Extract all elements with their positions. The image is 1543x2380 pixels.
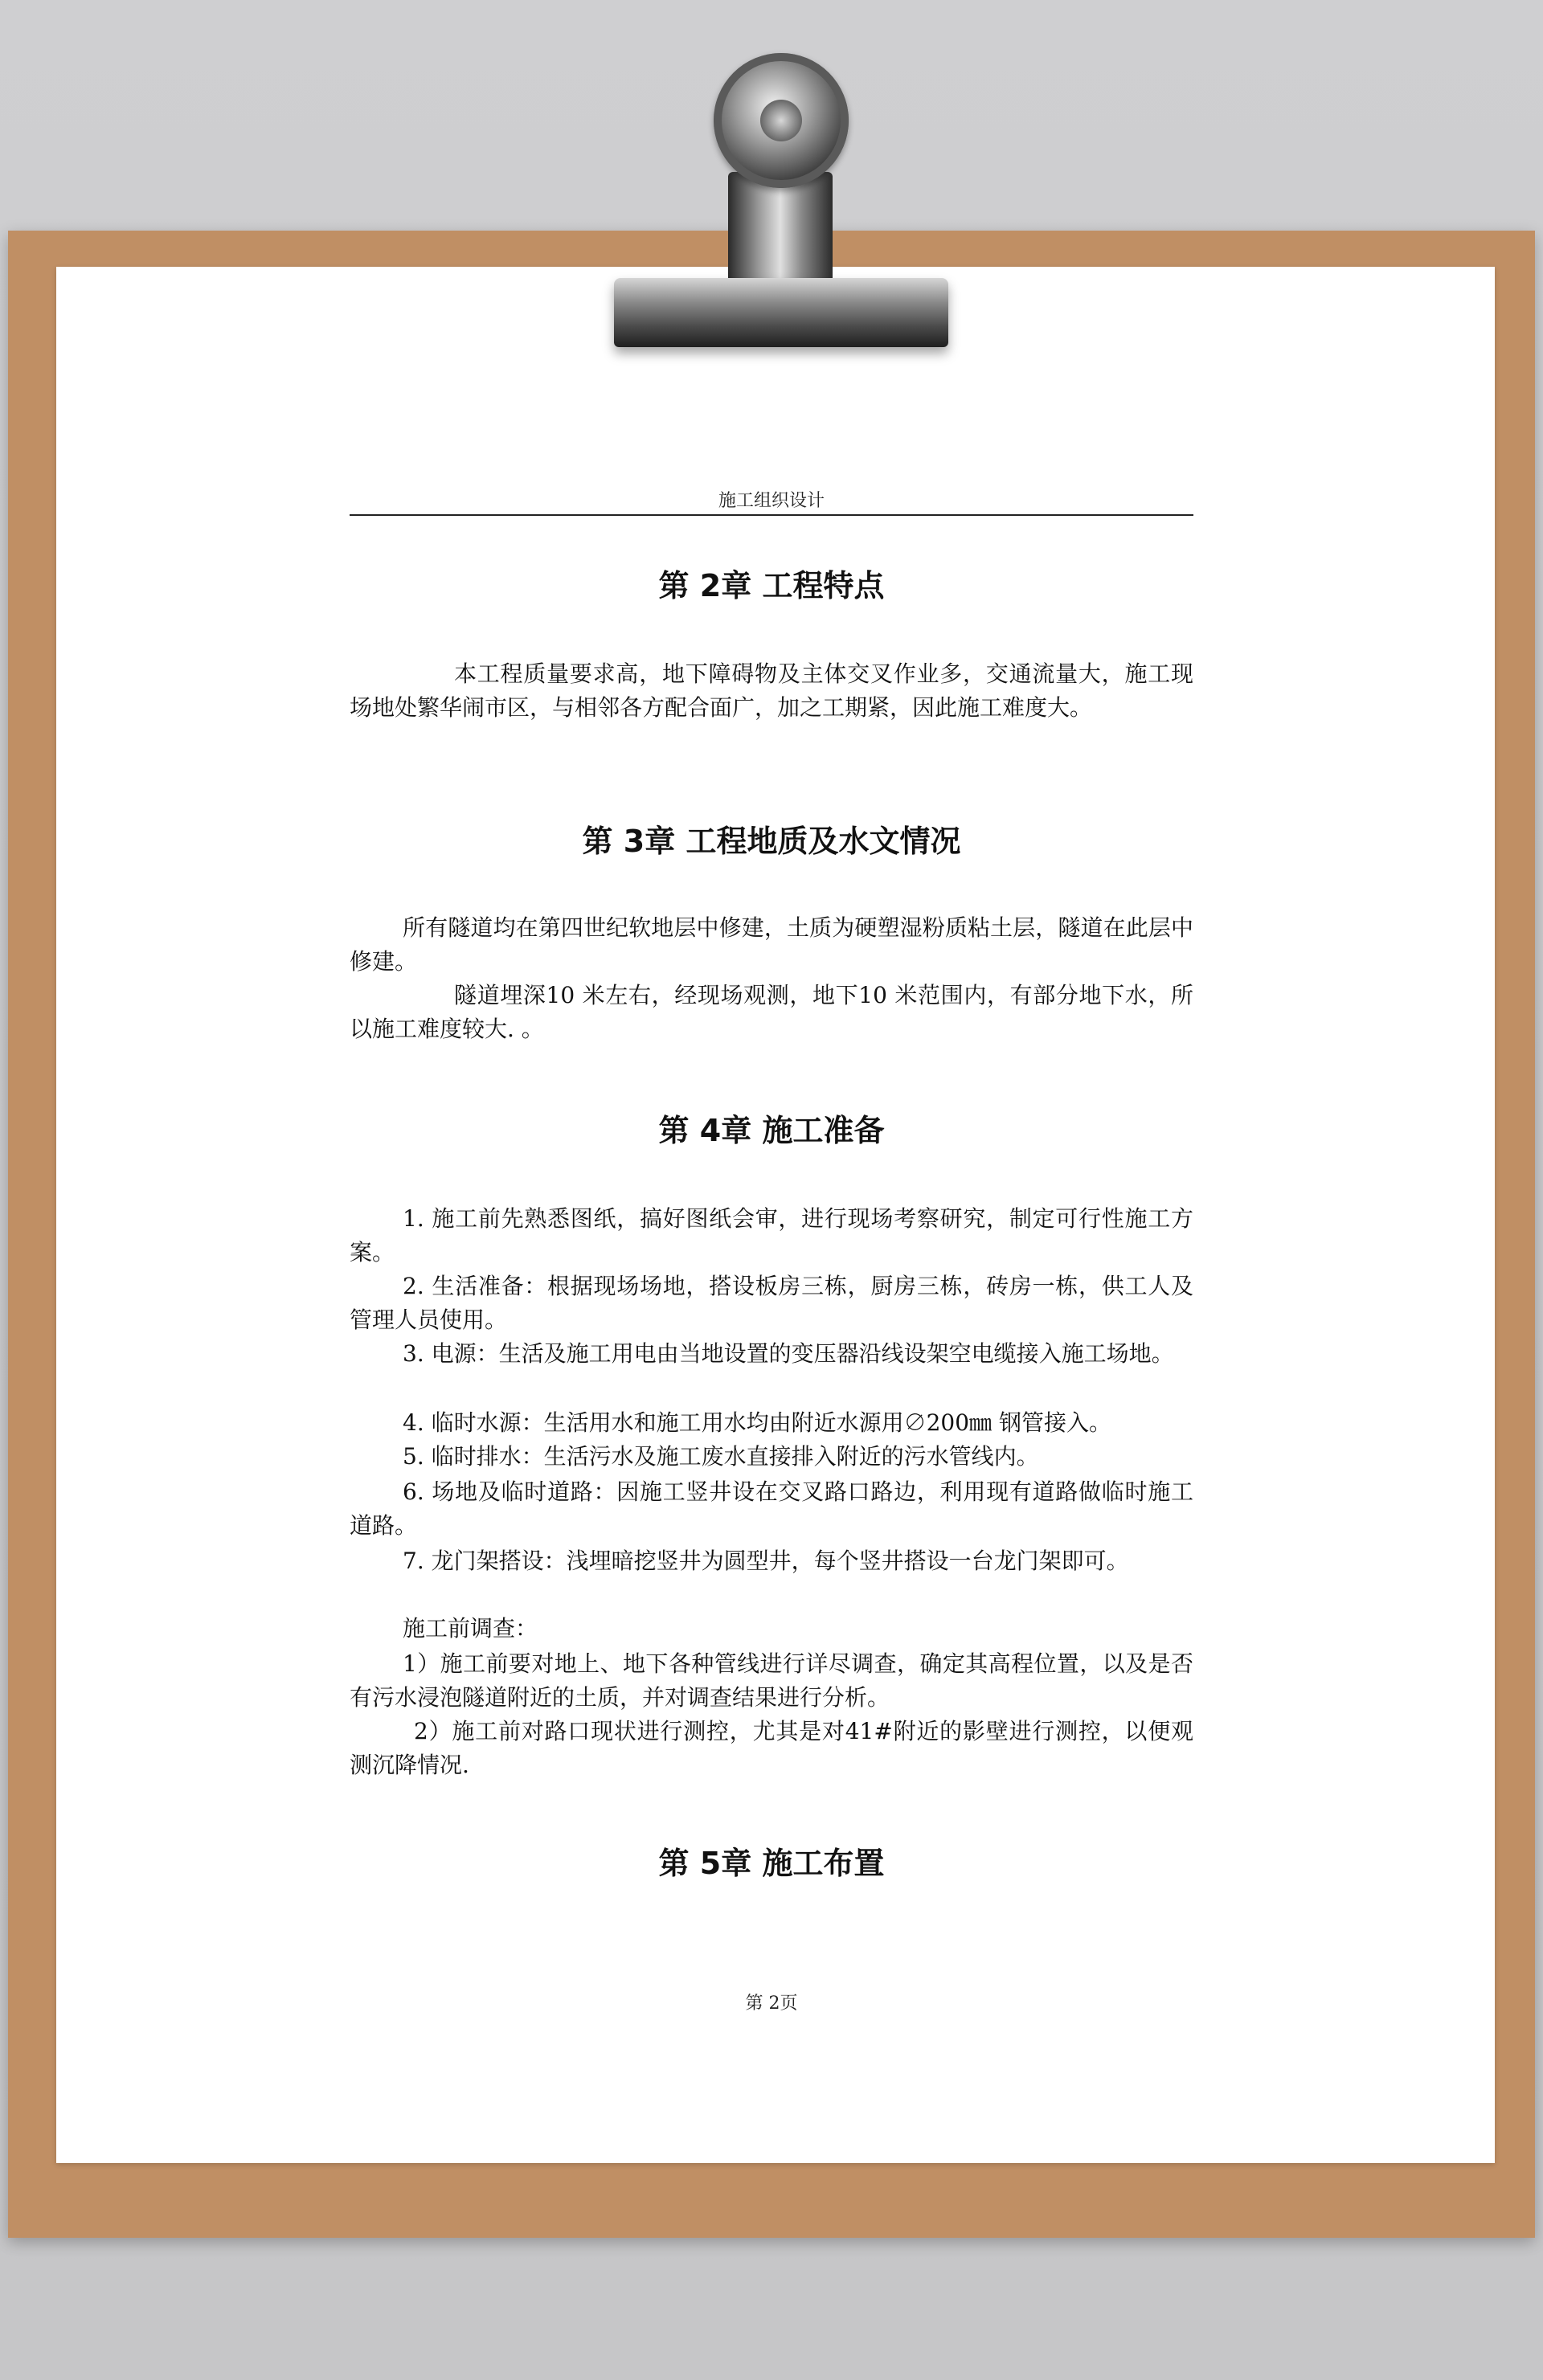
chapter-3-heading: 第 3章 工程地质及水文情况 <box>582 824 961 859</box>
binder-clip-hole <box>760 100 802 141</box>
chapter-3-paragraph-1: 所有隧道均在第四世纪软地层中修建，土质为硬塑湿粉质粘土层，隧道在此层中修建。 <box>350 914 1193 975</box>
chapter-4-heading: 第 4章 施工准备 <box>658 1113 885 1148</box>
binder-clip-bar <box>614 278 948 347</box>
chapter-4-item-1: 1. 施工前先熟悉图纸，搞好图纸会审，进行现场考察研究，制定可行性施工方案。 <box>350 1205 1193 1266</box>
chapter-4-survey-title: 施工前调查： <box>403 1615 538 1642</box>
chapter-3-paragraph-2: 隧道埋深10 米左右，经现场观测，地下10 米范围内，有部分地下水，所以施工难度较大. 。 <box>350 982 1193 1042</box>
chapter-2-heading: 第 2章 工程特点 <box>658 568 885 603</box>
chapter-4-item-2: 2. 生活准备：根据现场场地，搭设板房三栋，厨房三栋，砖房一栋，供工人及管理人员使用。 <box>350 1273 1193 1333</box>
binder-clip-neck <box>728 172 833 292</box>
chapter-2-paragraph-1: 本工程质量要求高，地下障碍物及主体交叉作业多，交通流量大，施工现场地处繁华闹市区，与相邻各方配合面广，加之工期紧，因此施工难度大。 <box>350 660 1193 721</box>
chapter-4-survey-1: 1）施工前要对地上、地下各种管线进行详尽调查，确定其高程位置，以及是否有污水浸泡隧道附近的土质，并对调查结果进行分析。 <box>350 1650 1193 1711</box>
chapter-4-item-7: 7. 龙门架搭设：浅埋暗挖竖井为圆型井，每个竖井搭设一台龙门架即可。 <box>403 1548 1129 1574</box>
header-rule <box>350 514 1193 516</box>
chapter-4-item-3: 3. 电源：生活及施工用电由当地设置的变压器沿线设架空电缆接入施工场地。 <box>403 1340 1174 1367</box>
running-header: 施工组织设计 <box>718 491 825 511</box>
page-number: 第 2页 <box>745 1994 798 2014</box>
chapter-4-survey-2: 2）施工前对路口现状进行测控，尤其是对41#附近的影壁进行测控，以便观测沉降情况. <box>350 1718 1193 1778</box>
chapter-4-item-4: 4. 临时水源：生活用水和施工用水均由附近水源用∅200㎜ 钢管接入。 <box>403 1409 1111 1436</box>
chapter-4-item-5: 5. 临时排水：生活污水及施工废水直接排入附近的污水管线内。 <box>403 1443 1039 1470</box>
chapter-4-item-6: 6. 场地及临时道路：因施工竖井设在交叉路口路边，利用现有道路做临时施工道路。 <box>350 1478 1193 1539</box>
chapter-5-heading: 第 5章 施工布置 <box>658 1846 885 1881</box>
